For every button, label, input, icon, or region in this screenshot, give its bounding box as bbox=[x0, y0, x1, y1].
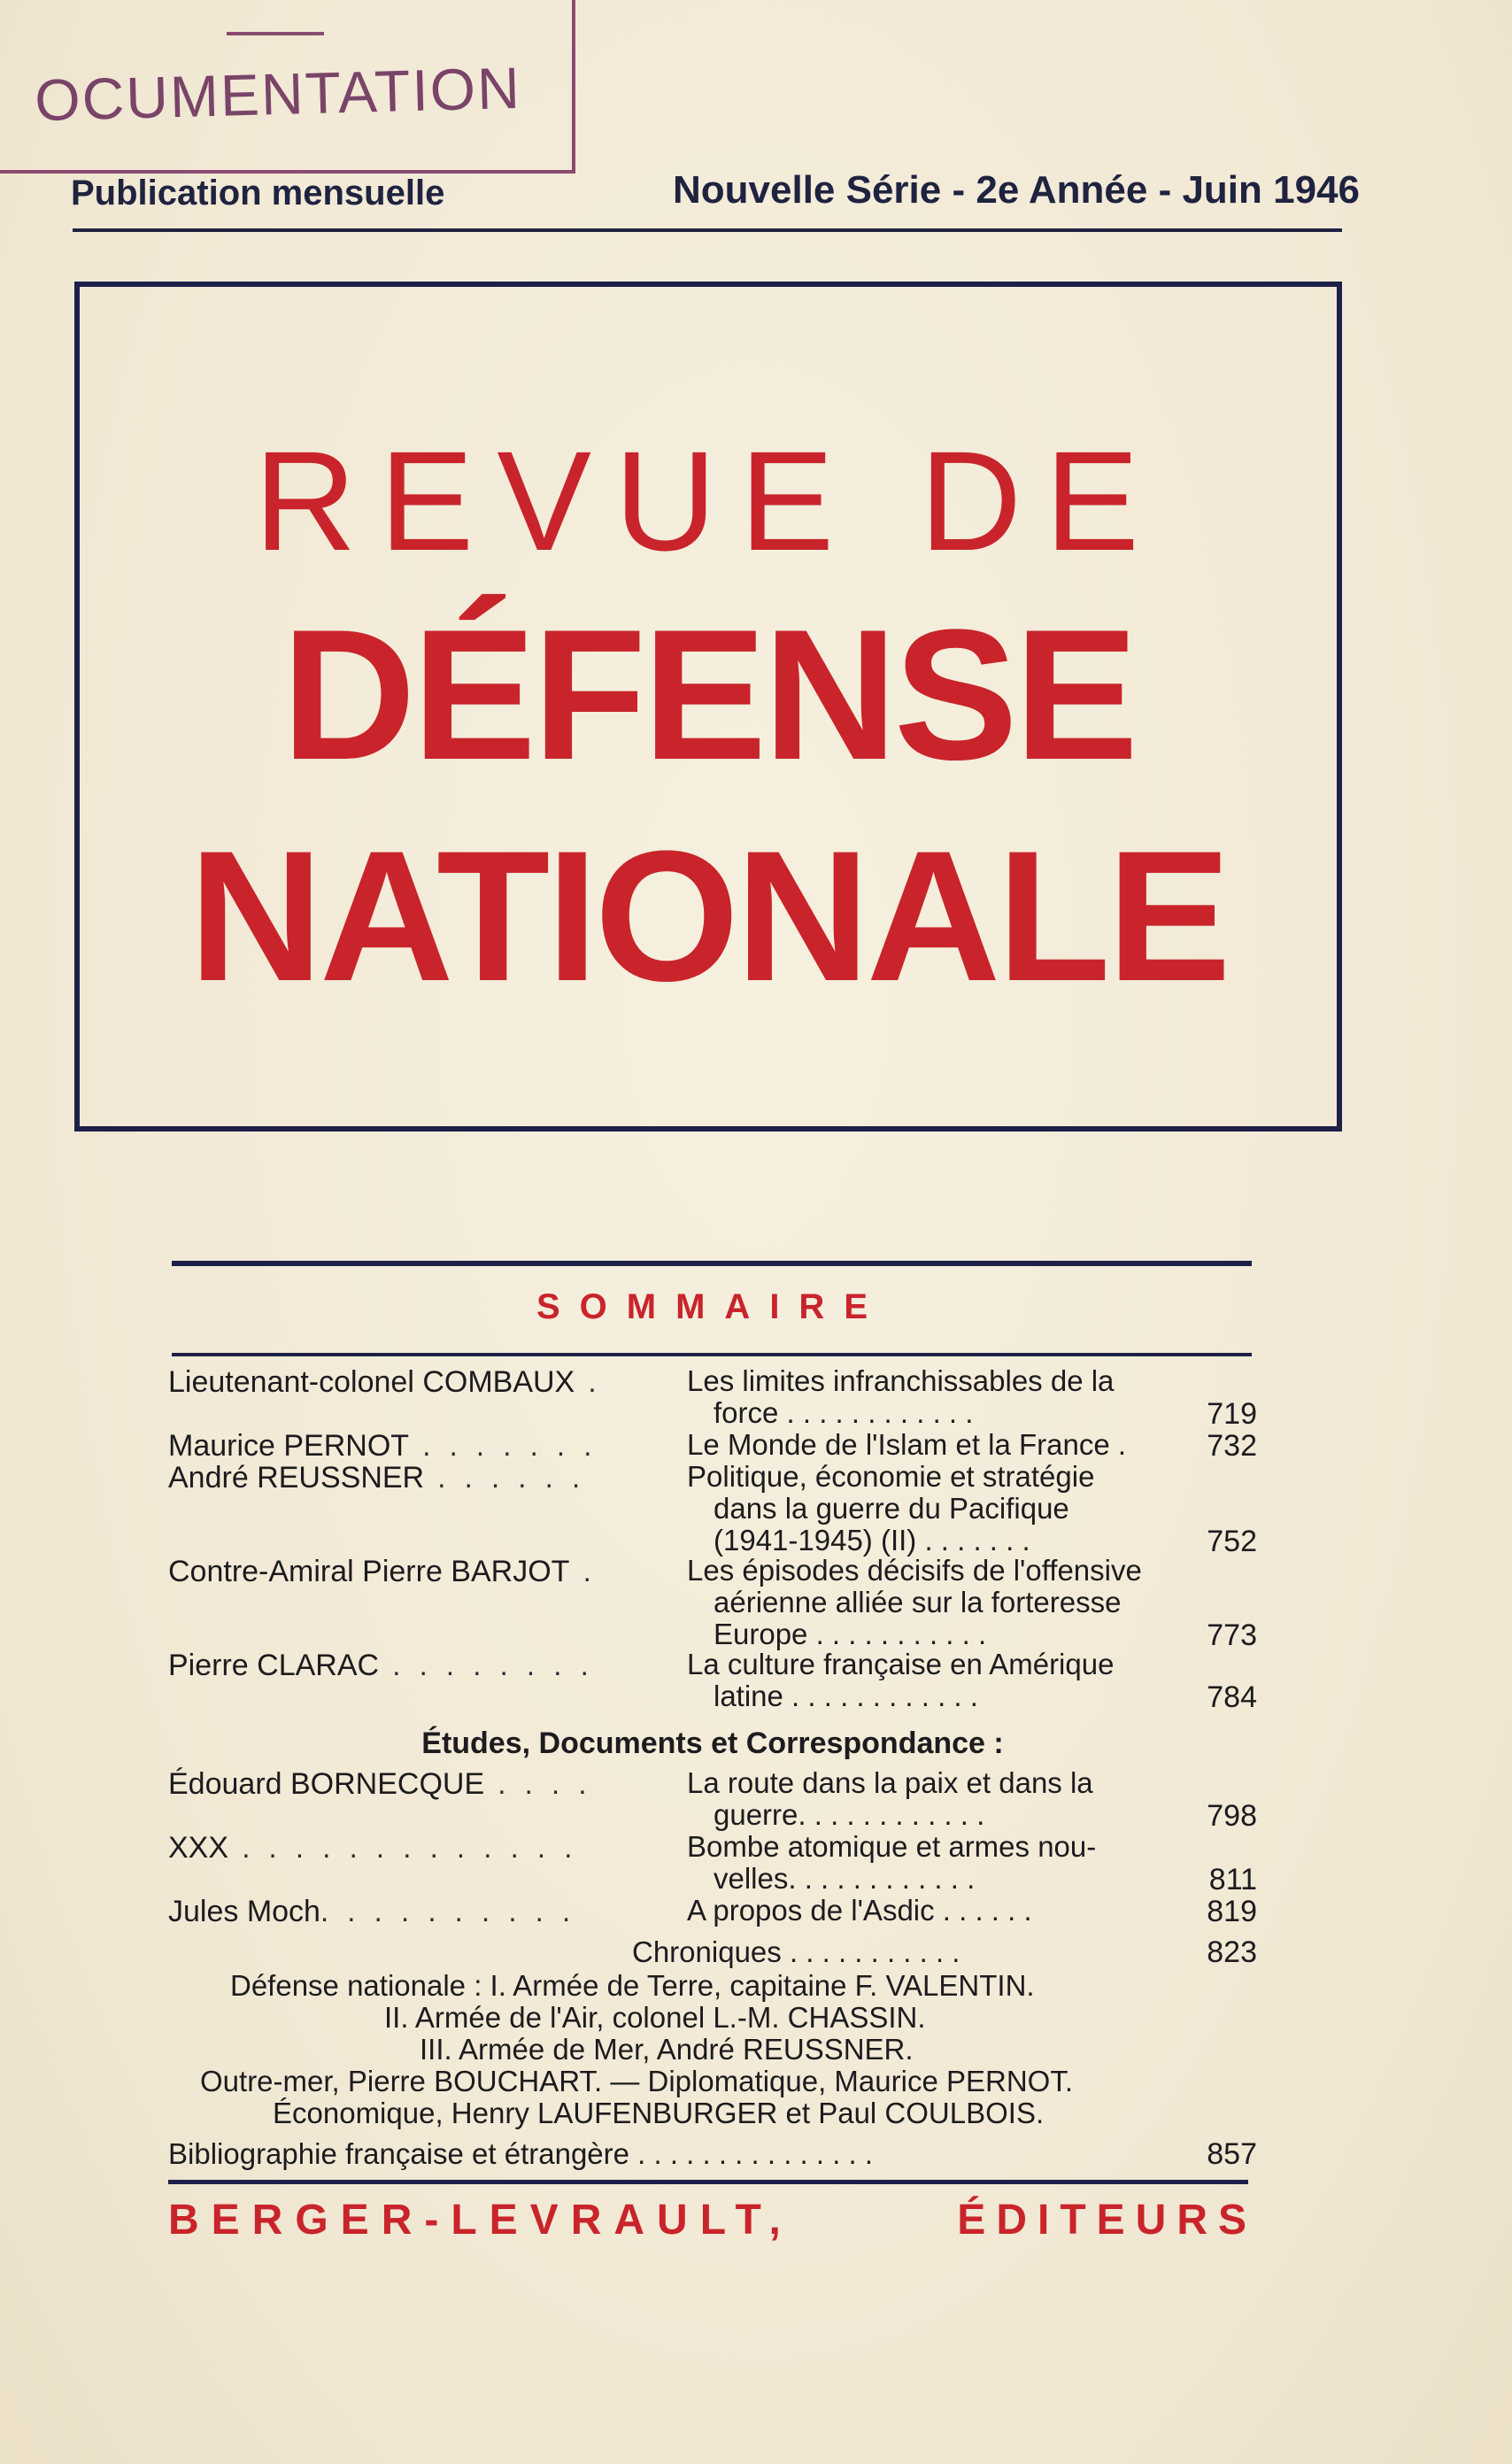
header-rule bbox=[73, 228, 1342, 232]
toc-page: 784 bbox=[1207, 1680, 1257, 1714]
chron-line: II. Armée de l'Air, colonel L.-M. CHASSIN. bbox=[384, 2001, 926, 2034]
toc-title-line: Bombe atomique et armes nou- bbox=[687, 1830, 1097, 1863]
toc-author: Contre-Amiral Pierre BARJOT bbox=[168, 1555, 570, 1588]
toc-title-line: A propos de l'Asdic . . . . . . bbox=[687, 1894, 1032, 1927]
chron-line: Outre-mer, Pierre BOUCHART. — Diplomatique, Maurice PERNOT. bbox=[200, 2065, 1073, 2097]
toc-title-line: La route dans la paix et dans la bbox=[687, 1766, 1093, 1799]
chroniques-label: Chroniques . . . . . . . . . . . bbox=[632, 1935, 960, 1968]
toc-title-line: latine . . . . . . . . . . . . bbox=[714, 1680, 978, 1712]
title-line-3: NATIONALE bbox=[189, 812, 1228, 1020]
publisher-name: BERGER-LEVRAULT, bbox=[168, 2197, 793, 2244]
toc-leader: . bbox=[575, 1365, 602, 1398]
toc-title-line: Politique, économie et stratégie bbox=[687, 1460, 1095, 1493]
toc-leader: . . . . . . . bbox=[409, 1429, 598, 1462]
toc-title-line: guerre. . . . . . . . . . . . bbox=[714, 1798, 985, 1831]
bibliographie-label: Bibliographie française et étrangère . . . . . . . . . . . . . . . bbox=[168, 2137, 874, 2170]
chroniques-page: 823 bbox=[1207, 1935, 1257, 1969]
title-line-1: REVUE DE bbox=[254, 421, 1162, 580]
chron-line: III. Armée de Mer, André REUSSNER. bbox=[420, 2033, 914, 2066]
stamp-text: OCUMENTATION bbox=[34, 54, 522, 134]
toc-author: André REUSSNER bbox=[168, 1461, 425, 1495]
toc-page: 798 bbox=[1207, 1799, 1257, 1833]
toc-author: Maurice PERNOT bbox=[168, 1429, 410, 1463]
sommaire-heading: SOMMAIRE bbox=[536, 1287, 887, 1326]
toc-leader: . . . . . . . . bbox=[379, 1649, 594, 1681]
toc-leader: . . . . . . bbox=[424, 1461, 586, 1494]
toc-leader: . . . . . . . . . . bbox=[320, 1895, 576, 1927]
toc-title-line: dans la guerre du Pacifique bbox=[714, 1492, 1069, 1525]
chron-line: Défense nationale : I. Armée de Terre, capitaine F. VALENTIN. bbox=[230, 1969, 1035, 2002]
publisher-role: ÉDITEURS bbox=[957, 2197, 1257, 2244]
toc-page: 773 bbox=[1207, 1618, 1257, 1652]
toc-title-line: La culture française en Amérique bbox=[687, 1648, 1115, 1680]
toc-page: 819 bbox=[1207, 1895, 1257, 1928]
toc-title-line: Les limites infranchissables de la bbox=[687, 1364, 1115, 1397]
toc-leader: . . . . bbox=[484, 1767, 592, 1800]
toc-author: Pierre CLARAC bbox=[168, 1649, 380, 1682]
toc-title-line: aérienne alliée sur la forteresse bbox=[714, 1586, 1122, 1618]
sommaire-top-rule bbox=[172, 1261, 1252, 1266]
documentation-stamp bbox=[0, 0, 575, 174]
chron-line: Économique, Henry LAUFENBURGER et Paul COULBOIS. bbox=[273, 2097, 1045, 2129]
toc-page: 811 bbox=[1208, 1863, 1257, 1896]
sommaire-mid-rule bbox=[172, 1353, 1252, 1356]
stamp-bar bbox=[227, 32, 324, 35]
toc-leader: . . . . . . . . . . . . . bbox=[228, 1831, 578, 1864]
toc-page: 719 bbox=[1207, 1397, 1257, 1431]
toc-title-line: velles. . . . . . . . . . . . bbox=[714, 1862, 976, 1895]
toc-title-line: Le Monde de l'Islam et la France . bbox=[687, 1428, 1127, 1461]
bibliographie-page: 857 bbox=[1207, 2137, 1257, 2171]
title-line-2: DÉFENSE bbox=[282, 591, 1135, 799]
toc-title-line: force . . . . . . . . . . . . bbox=[714, 1396, 974, 1429]
toc-title-line: Europe . . . . . . . . . . . bbox=[714, 1618, 987, 1650]
toc-author: Jules Moch bbox=[168, 1895, 320, 1928]
toc-author: XXX bbox=[168, 1831, 229, 1865]
toc-author: Édouard BORNECQUE bbox=[168, 1767, 485, 1801]
toc-author: Lieutenant-colonel COMBAUX bbox=[168, 1365, 575, 1399]
issue-info: Nouvelle Série - 2e Année - Juin 1946 bbox=[673, 168, 1361, 212]
toc-leader: . bbox=[569, 1555, 597, 1587]
toc-page: 732 bbox=[1207, 1429, 1257, 1463]
title-frame bbox=[74, 282, 1342, 1132]
toc-title-line: Les épisodes décisifs de l'offensive bbox=[687, 1554, 1142, 1587]
section-heading: Études, Documents et Correspondance : bbox=[421, 1726, 1004, 1760]
toc-title-line: (1941-1945) (II) . . . . . . . bbox=[714, 1524, 1030, 1556]
sommaire-bottom-rule bbox=[168, 2180, 1248, 2184]
publication-frequency: Publication mensuelle bbox=[71, 174, 445, 212]
toc-page: 752 bbox=[1207, 1525, 1257, 1558]
